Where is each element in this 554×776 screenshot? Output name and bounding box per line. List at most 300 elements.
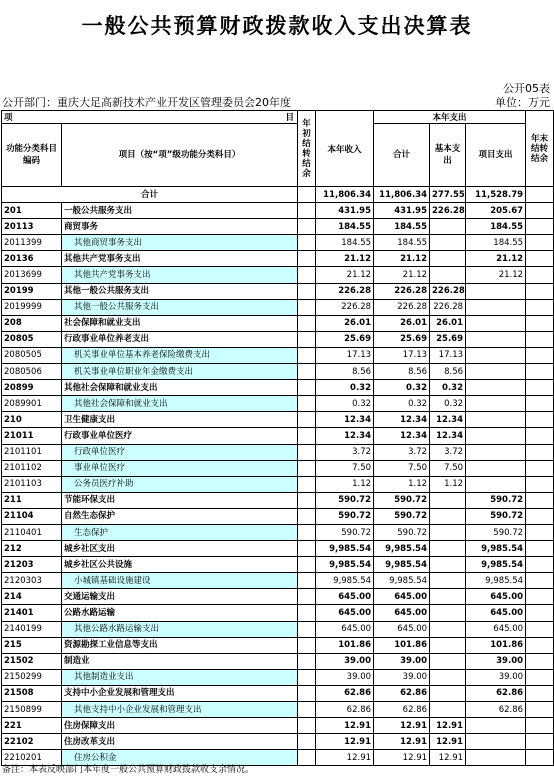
- row-name: 公务员医疗补助: [62, 476, 298, 492]
- row-total: 21.12: [374, 251, 430, 267]
- row-income: 12.34: [316, 412, 374, 428]
- total-income: 11,806.34: [316, 187, 374, 203]
- department-label: 公开部门：重庆大足高新技术产业开发区管理委员会20年度: [2, 96, 291, 109]
- row-begin: [298, 331, 316, 347]
- row-name: 城乡社区支出: [62, 541, 298, 557]
- row-name: 其他共产党事务支出: [62, 251, 298, 267]
- row-project: [466, 396, 526, 412]
- row-income: 12.91: [316, 718, 374, 734]
- row-basic: 0.32: [430, 396, 466, 412]
- row-code: 21502: [2, 653, 62, 669]
- row-begin: [298, 283, 316, 299]
- row-end: [526, 380, 554, 396]
- row-code: 211: [2, 492, 62, 508]
- row-begin: [298, 396, 316, 412]
- row-end: [526, 299, 554, 315]
- row-total: 226.28: [374, 299, 430, 315]
- row-begin: [298, 573, 316, 589]
- table-row: [2, 315, 554, 331]
- row-total: 0.32: [374, 396, 430, 412]
- row-name: 城乡社区公共设施: [62, 557, 298, 573]
- row-name: 其他一般公共服务支出: [62, 283, 298, 299]
- row-basic: 3.72: [430, 444, 466, 460]
- row-project: 205.67: [466, 203, 526, 219]
- header-project-cell: [2, 111, 298, 124]
- header-carryover-begin: 年初结转结余: [298, 111, 316, 187]
- row-begin: [298, 380, 316, 396]
- row-begin: [298, 364, 316, 380]
- row-code: 2011399: [2, 235, 62, 251]
- row-income: 39.00: [316, 669, 374, 685]
- row-name: 一般公共服务支出: [62, 203, 298, 219]
- row-code: 201: [2, 203, 62, 219]
- row-end: [526, 219, 554, 235]
- table-row: [2, 364, 554, 380]
- row-project: 101.86: [466, 637, 526, 653]
- table-row: [2, 219, 554, 235]
- row-code: 2150899: [2, 702, 62, 718]
- row-project: [466, 315, 526, 331]
- row-end: [526, 476, 554, 492]
- row-basic: [430, 573, 466, 589]
- row-begin: [298, 605, 316, 621]
- row-end: [526, 347, 554, 363]
- row-project: 62.86: [466, 685, 526, 701]
- row-total: 26.01: [374, 315, 430, 331]
- row-name: 节能环保支出: [62, 492, 298, 508]
- row-total: 645.00: [374, 605, 430, 621]
- table-row: [2, 621, 554, 637]
- row-code: 212: [2, 541, 62, 557]
- row-basic: [430, 235, 466, 251]
- row-begin: [298, 621, 316, 637]
- row-code: 221: [2, 718, 62, 734]
- row-project: 590.72: [466, 492, 526, 508]
- row-total: 12.91: [374, 734, 430, 750]
- row-code: 2080505: [2, 347, 62, 363]
- row-begin: [298, 203, 316, 219]
- row-basic: 26.01: [430, 315, 466, 331]
- row-name: 其他商贸事务支出: [62, 235, 298, 251]
- row-total: 0.32: [374, 380, 430, 396]
- table-row: [2, 235, 554, 251]
- row-income: 9,985.54: [316, 541, 374, 557]
- row-income: 0.32: [316, 396, 374, 412]
- row-begin: [298, 460, 316, 476]
- row-total: 184.55: [374, 219, 430, 235]
- row-code: 2110401: [2, 524, 62, 540]
- row-project: [466, 718, 526, 734]
- row-total: 39.00: [374, 653, 430, 669]
- table-row: [2, 299, 554, 315]
- row-name: 其他社会保障和就业支出: [62, 380, 298, 396]
- row-project: 9,985.54: [466, 541, 526, 557]
- row-income: 226.28: [316, 299, 374, 315]
- row-name: 机关事业单位基本养老保险缴费支出: [62, 347, 298, 363]
- row-income: 8.56: [316, 364, 374, 380]
- row-income: 26.01: [316, 315, 374, 331]
- row-project: [466, 444, 526, 460]
- row-total: 12.34: [374, 428, 430, 444]
- row-end: [526, 605, 554, 621]
- table-row: [2, 508, 554, 524]
- row-basic: 12.91: [430, 750, 466, 766]
- row-begin: [298, 718, 316, 734]
- row-project: [466, 750, 526, 766]
- table-row: [2, 380, 554, 396]
- row-end: [526, 653, 554, 669]
- table-row: [2, 492, 554, 508]
- row-begin: [298, 299, 316, 315]
- row-total: 3.72: [374, 444, 430, 460]
- row-basic: [430, 524, 466, 540]
- table-row: [2, 718, 554, 734]
- row-total: 431.95: [374, 203, 430, 219]
- row-project: [466, 283, 526, 299]
- row-end: [526, 589, 554, 605]
- row-project: [466, 347, 526, 363]
- row-project: 39.00: [466, 653, 526, 669]
- row-name: 生态保护: [62, 524, 298, 540]
- row-code: 21011: [2, 428, 62, 444]
- row-income: 645.00: [316, 621, 374, 637]
- row-name: 事业单位医疗: [62, 460, 298, 476]
- row-name: 商贸事务: [62, 219, 298, 235]
- unit-label: 单位：万元: [495, 96, 550, 109]
- table-row: [2, 444, 554, 460]
- row-project: 590.72: [466, 508, 526, 524]
- row-code: 214: [2, 589, 62, 605]
- table-row: [2, 251, 554, 267]
- row-project: [466, 380, 526, 396]
- row-project: 645.00: [466, 605, 526, 621]
- row-end: [526, 621, 554, 637]
- row-name: 自然生态保护: [62, 508, 298, 524]
- row-total: 9,985.54: [374, 557, 430, 573]
- row-code: 22102: [2, 734, 62, 750]
- row-project: 21.12: [466, 267, 526, 283]
- row-end: [526, 364, 554, 380]
- row-begin: [298, 315, 316, 331]
- row-code: 215: [2, 637, 62, 653]
- row-income: 25.69: [316, 331, 374, 347]
- row-name: 其他支持中小企业发展和管理支出: [62, 702, 298, 718]
- row-income: 431.95: [316, 203, 374, 219]
- row-project: 184.55: [466, 235, 526, 251]
- row-total: 7.50: [374, 460, 430, 476]
- row-code: 2089901: [2, 396, 62, 412]
- row-project: 9,985.54: [466, 573, 526, 589]
- header-expense-group: 本年支出: [374, 111, 526, 124]
- row-total: 101.86: [374, 637, 430, 653]
- table-row: [2, 412, 554, 428]
- total-basic: 277.55: [430, 187, 466, 203]
- row-income: 12.91: [316, 734, 374, 750]
- row-end: [526, 734, 554, 750]
- row-begin: [298, 235, 316, 251]
- row-code: 2120303: [2, 573, 62, 589]
- table-row: [2, 524, 554, 540]
- row-project: [466, 476, 526, 492]
- row-income: 7.50: [316, 460, 374, 476]
- row-name: 小城镇基础设施建设: [62, 573, 298, 589]
- row-name: 住房保障支出: [62, 718, 298, 734]
- table-row: [2, 331, 554, 347]
- row-income: 590.72: [316, 492, 374, 508]
- header-name: 项目（按“项”级功能分类科目）: [62, 124, 298, 187]
- row-code: 21104: [2, 508, 62, 524]
- table-row: [2, 589, 554, 605]
- row-end: [526, 283, 554, 299]
- header-basic: 基本支出: [430, 124, 466, 187]
- table-row: [2, 428, 554, 444]
- row-code: 20136: [2, 251, 62, 267]
- header-mu: 目: [285, 113, 295, 123]
- row-begin: [298, 734, 316, 750]
- row-code: 208: [2, 315, 62, 331]
- header-income: 本年收入: [316, 111, 374, 187]
- row-total: 590.72: [374, 492, 430, 508]
- footnote: 备注：本表反映部门本年度一般公共预算财政拨款收支余情况。: [2, 765, 255, 775]
- row-name: 住房公积金: [62, 750, 298, 766]
- table-row: [2, 396, 554, 412]
- row-project: 9,985.54: [466, 557, 526, 573]
- row-basic: [430, 637, 466, 653]
- row-total: 184.55: [374, 235, 430, 251]
- row-basic: [430, 219, 466, 235]
- row-end: [526, 541, 554, 557]
- row-name: 行政事业单位医疗: [62, 428, 298, 444]
- header-project: 项: [4, 113, 13, 123]
- row-income: 39.00: [316, 653, 374, 669]
- row-end: [526, 460, 554, 476]
- row-project: 184.55: [466, 219, 526, 235]
- table-row: [2, 460, 554, 476]
- form-number: 公开05表: [503, 82, 550, 95]
- table-row: [2, 476, 554, 492]
- row-end: [526, 557, 554, 573]
- row-income: 12.91: [316, 750, 374, 766]
- row-begin: [298, 492, 316, 508]
- row-name: 社会保障和就业支出: [62, 315, 298, 331]
- row-project: 645.00: [466, 621, 526, 637]
- row-end: [526, 203, 554, 219]
- row-income: 645.00: [316, 605, 374, 621]
- table-row: [2, 702, 554, 718]
- row-name: 其他制造业支出: [62, 669, 298, 685]
- row-begin: [298, 750, 316, 766]
- row-name: 其他一般公共服务支出: [62, 299, 298, 315]
- budget-table: [1, 110, 554, 766]
- row-name: 机关事业单位职业年金缴费支出: [62, 364, 298, 380]
- row-code: 2019999: [2, 299, 62, 315]
- row-code: 2101103: [2, 476, 62, 492]
- table-row: [2, 203, 554, 219]
- row-begin: [298, 219, 316, 235]
- row-code: 21203: [2, 557, 62, 573]
- row-end: [526, 396, 554, 412]
- row-total: 12.91: [374, 718, 430, 734]
- row-income: 184.55: [316, 235, 374, 251]
- row-basic: 0.32: [430, 380, 466, 396]
- total-row: [2, 187, 554, 203]
- row-basic: 1.12: [430, 476, 466, 492]
- row-project: [466, 734, 526, 750]
- row-total: 645.00: [374, 621, 430, 637]
- row-total: 12.91: [374, 750, 430, 766]
- total-expense: 11,806.34: [374, 187, 430, 203]
- row-code: 2150299: [2, 669, 62, 685]
- row-basic: 25.69: [430, 331, 466, 347]
- row-project: [466, 331, 526, 347]
- row-project: 21.12: [466, 251, 526, 267]
- row-basic: [430, 267, 466, 283]
- total-label: 合计: [2, 187, 298, 203]
- row-code: 21401: [2, 605, 62, 621]
- row-name: 其他公路水路运输支出: [62, 621, 298, 637]
- table-row: [2, 653, 554, 669]
- row-basic: [430, 557, 466, 573]
- row-income: 184.55: [316, 219, 374, 235]
- row-name: 交通运输支出: [62, 589, 298, 605]
- row-begin: [298, 508, 316, 524]
- row-basic: [430, 589, 466, 605]
- total-project: 11,528.79: [466, 187, 526, 203]
- row-code: 20113: [2, 219, 62, 235]
- row-income: 1.12: [316, 476, 374, 492]
- row-name: 制造业: [62, 653, 298, 669]
- row-total: 226.28: [374, 283, 430, 299]
- row-name: 资源勘探工业信息等支出: [62, 637, 298, 653]
- row-total: 25.69: [374, 331, 430, 347]
- row-begin: [298, 251, 316, 267]
- row-basic: [430, 653, 466, 669]
- row-name: 卫生健康支出: [62, 412, 298, 428]
- row-basic: 226.28: [430, 203, 466, 219]
- row-basic: 12.34: [430, 428, 466, 444]
- table-row: [2, 734, 554, 750]
- row-basic: 226.28: [430, 299, 466, 315]
- row-begin: [298, 476, 316, 492]
- row-project: 39.00: [466, 669, 526, 685]
- row-end: [526, 492, 554, 508]
- row-income: 62.86: [316, 685, 374, 701]
- row-begin: [298, 412, 316, 428]
- header-total: 合计: [374, 124, 430, 187]
- row-total: 590.72: [374, 508, 430, 524]
- row-name: 其他社会保障和就业支出: [62, 396, 298, 412]
- row-end: [526, 702, 554, 718]
- row-project: [466, 412, 526, 428]
- row-income: 17.13: [316, 347, 374, 363]
- header-code: 功能分类科目编码: [2, 124, 62, 187]
- row-end: [526, 718, 554, 734]
- row-code: 20805: [2, 331, 62, 347]
- row-code: 2140199: [2, 621, 62, 637]
- row-name: 支持中小企业发展和管理支出: [62, 685, 298, 701]
- total-end: [526, 187, 554, 203]
- row-begin: [298, 524, 316, 540]
- row-basic: [430, 702, 466, 718]
- row-income: 9,985.54: [316, 573, 374, 589]
- row-end: [526, 637, 554, 653]
- row-name: 住房改革支出: [62, 734, 298, 750]
- row-begin: [298, 444, 316, 460]
- row-code: 20899: [2, 380, 62, 396]
- table-row: [2, 669, 554, 685]
- table-row: [2, 557, 554, 573]
- row-begin: [298, 589, 316, 605]
- row-total: 21.12: [374, 267, 430, 283]
- row-project: [466, 364, 526, 380]
- row-begin: [298, 669, 316, 685]
- row-code: 2101101: [2, 444, 62, 460]
- row-basic: 8.56: [430, 364, 466, 380]
- row-end: [526, 573, 554, 589]
- total-begin: [298, 187, 316, 203]
- row-end: [526, 315, 554, 331]
- row-end: [526, 750, 554, 766]
- row-income: 12.34: [316, 428, 374, 444]
- row-total: 62.86: [374, 702, 430, 718]
- table-row: [2, 637, 554, 653]
- header-carryover-end: 年末结转结余: [526, 111, 554, 187]
- row-begin: [298, 347, 316, 363]
- row-income: 226.28: [316, 283, 374, 299]
- row-basic: [430, 669, 466, 685]
- row-project: [466, 460, 526, 476]
- row-project: [466, 299, 526, 315]
- row-end: [526, 508, 554, 524]
- row-total: 9,985.54: [374, 541, 430, 557]
- row-income: 645.00: [316, 589, 374, 605]
- row-income: 62.86: [316, 702, 374, 718]
- row-project: 590.72: [466, 524, 526, 540]
- row-end: [526, 444, 554, 460]
- row-basic: 17.13: [430, 347, 466, 363]
- row-name: 行政事业单位养老支出: [62, 331, 298, 347]
- row-total: 12.34: [374, 412, 430, 428]
- page-title: 一般公共预算财政拨款收入支出决算表: [81, 14, 473, 38]
- row-total: 8.56: [374, 364, 430, 380]
- row-end: [526, 428, 554, 444]
- row-income: 9,985.54: [316, 557, 374, 573]
- row-begin: [298, 541, 316, 557]
- row-code: 2080506: [2, 364, 62, 380]
- row-begin: [298, 428, 316, 444]
- row-code: 2013699: [2, 267, 62, 283]
- row-basic: [430, 621, 466, 637]
- row-end: [526, 267, 554, 283]
- row-end: [526, 524, 554, 540]
- row-basic: [430, 685, 466, 701]
- row-basic: [430, 508, 466, 524]
- table-row: [2, 685, 554, 701]
- row-total: 39.00: [374, 669, 430, 685]
- row-income: 590.72: [316, 508, 374, 524]
- row-income: 0.32: [316, 380, 374, 396]
- row-code: 20199: [2, 283, 62, 299]
- row-name: 其他共产党事务支出: [62, 267, 298, 283]
- row-code: 21508: [2, 685, 62, 701]
- row-basic: [430, 251, 466, 267]
- row-basic: 12.91: [430, 718, 466, 734]
- row-end: [526, 235, 554, 251]
- row-code: 2210201: [2, 750, 62, 766]
- row-begin: [298, 685, 316, 701]
- row-end: [526, 412, 554, 428]
- row-income: 21.12: [316, 267, 374, 283]
